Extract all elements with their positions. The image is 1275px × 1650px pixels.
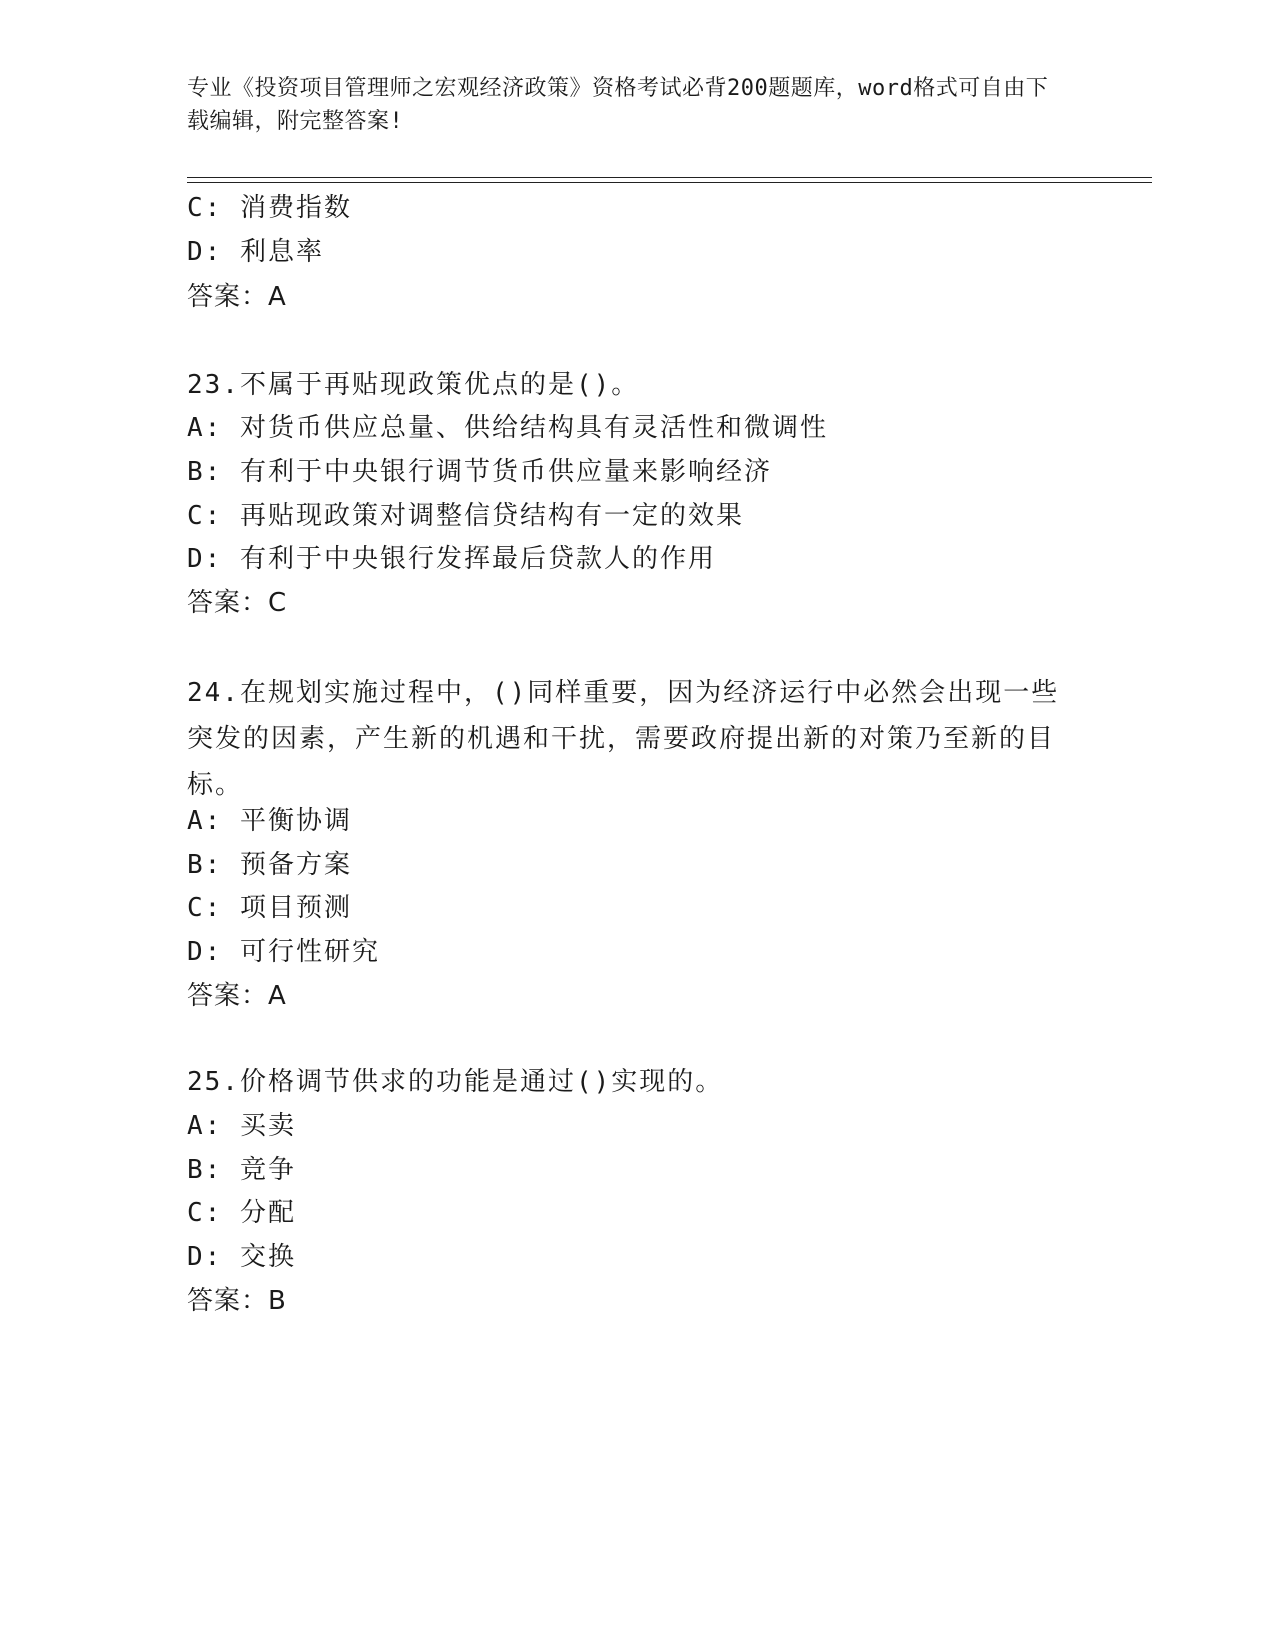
question-24-option-a: A: 平衡协调 xyxy=(187,806,352,836)
question-25-option-a: A: 买卖 xyxy=(187,1111,296,1141)
question-23-option-c: C: 再贴现政策对调整信贷结构有一定的效果 xyxy=(187,501,744,531)
question-25-option-b: B: 竞争 xyxy=(187,1155,296,1185)
header-divider-bottom xyxy=(187,182,1152,183)
question-25-option-c: C: 分配 xyxy=(187,1198,296,1228)
answer-line: 答案：A xyxy=(187,282,287,312)
question-24-answer: 答案：A xyxy=(187,981,287,1011)
option-c: C: 消费指数 xyxy=(187,193,352,223)
question-23: 23.不属于再贴现政策优点的是()。 xyxy=(187,370,640,400)
question-25: 25.价格调节供求的功能是通过()实现的。 xyxy=(187,1067,724,1097)
question-25-option-d: D: 交换 xyxy=(187,1242,296,1272)
question-24-option-b: B: 预备方案 xyxy=(187,850,352,880)
document-header: 专业《投资项目管理师之宏观经济政策》资格考试必背200题题库，word格式可自由下载编辑，附完整答案! xyxy=(187,76,1049,134)
question-24-option-d: D: 可行性研究 xyxy=(187,937,380,967)
header-divider-top xyxy=(187,177,1152,178)
question-25-answer: 答案：B xyxy=(187,1286,287,1316)
question-23-answer: 答案：C xyxy=(187,588,288,618)
question-23-option-b: B: 有利于中央银行调节货币供应量来影响经济 xyxy=(187,457,772,487)
question-23-option-d: D: 有利于中央银行发挥最后贷款人的作用 xyxy=(187,544,716,574)
question-24-option-c: C: 项目预测 xyxy=(187,893,352,923)
question-24: 24.在规划实施过程中，()同样重要，因为经济运行中必然会出现一些突发的因素，产生新的机遇和干扰，需要政府提出新的对策乃至新的目标。 xyxy=(187,678,1060,800)
option-d: D: 利息率 xyxy=(187,237,324,267)
question-23-option-a: A: 对货币供应总量、供给结构具有灵活性和微调性 xyxy=(187,413,828,443)
